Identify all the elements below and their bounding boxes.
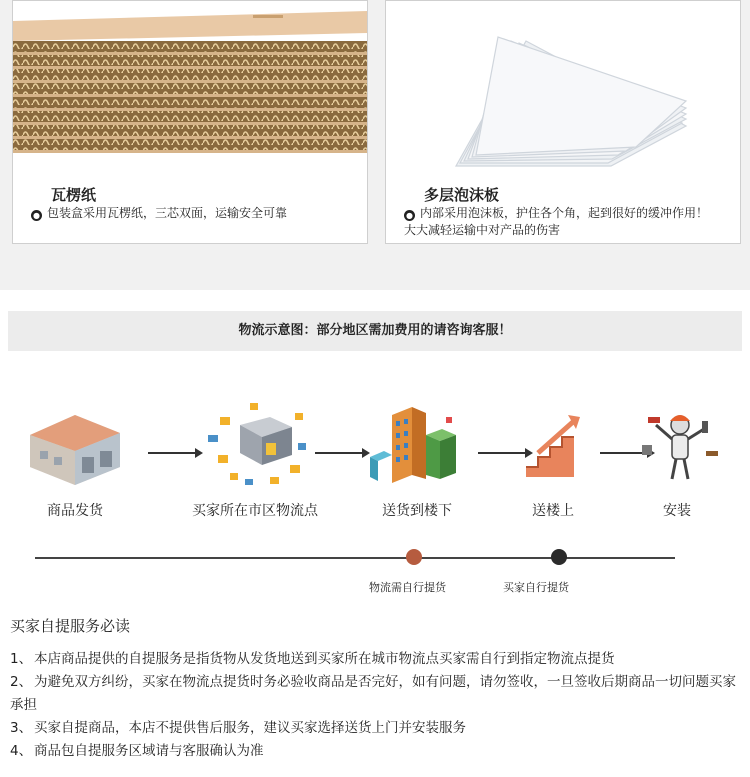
cardboard-card — [12, 0, 368, 244]
step-label: 安装 — [663, 503, 691, 519]
card-title: 多层泡沫板 — [424, 186, 500, 204]
logistics-banner: 物流示意图：部分地区需加费用的请咨询客服！ — [8, 311, 742, 351]
step-install — [612, 395, 742, 520]
step-label: 买家所在市区物流点 — [192, 503, 318, 519]
card-description-text: 内部采用泡沫板，护住各个角，起到很好的缓冲作用！大大减轻运输中对产品的伤害 — [404, 206, 709, 237]
notice-item — [10, 648, 745, 671]
card-title: 瓦楞纸 — [51, 186, 97, 204]
notice-number: 3、 — [10, 720, 33, 736]
timeline-line — [35, 557, 675, 559]
bullet-icon: ● — [31, 210, 42, 221]
card-description — [404, 205, 719, 239]
notice-text: 商品包自提服务区域请与客服确认为准 — [34, 743, 264, 759]
notice-number: 4、 — [10, 743, 33, 759]
timeline-label: 物流需自行提货 — [369, 581, 446, 594]
installer-icon — [622, 395, 732, 490]
buildings-icon — [362, 395, 472, 490]
notice-item — [10, 717, 745, 740]
card-description-text: 包装盒采用瓦楞纸，三芯双面，运输安全可靠 — [47, 206, 288, 220]
notice-title: 买家自提服务必读 — [10, 617, 131, 635]
step-ship — [10, 395, 140, 520]
notice-number: 1、 — [10, 651, 33, 667]
step-upstairs — [488, 395, 618, 520]
notice-item — [10, 740, 745, 763]
timeline-dot-buyer — [551, 549, 567, 565]
stairs-icon — [498, 395, 608, 490]
card-description — [31, 205, 346, 222]
logistics-hub-icon — [200, 395, 310, 490]
foam-board-photo — [386, 1, 740, 173]
timeline-dot-logistics — [406, 549, 422, 565]
step-label: 商品发货 — [47, 503, 103, 519]
step-label: 送楼上 — [532, 503, 574, 519]
step-label: 送货到楼下 — [382, 503, 452, 519]
step-hub — [190, 395, 320, 520]
notice-text: 买家自提商品，本店不提供售后服务，建议买家选择送货上门并安装服务 — [34, 720, 466, 736]
step-downstairs — [352, 395, 482, 520]
notice-number: 2、 — [10, 674, 33, 690]
notice-list — [10, 648, 745, 763]
notice-text: 为避免双方纠纷，买家在物流点提货时务必验收商品是否完好，如有问题，请勿签收，一旦签收后期商品一切问题买家承担 — [10, 674, 736, 713]
foam-card — [385, 0, 741, 244]
timeline-label: 买家自行提货 — [503, 581, 569, 594]
corrugated-cardboard-photo — [13, 1, 367, 173]
bullet-icon: ● — [404, 210, 415, 221]
notice-item — [10, 671, 745, 717]
warehouse-icon — [20, 395, 130, 490]
notice-text: 本店商品提供的自提服务是指货物从发货地送到买家所在城市物流点买家需自行到指定物流点提货 — [34, 651, 615, 667]
